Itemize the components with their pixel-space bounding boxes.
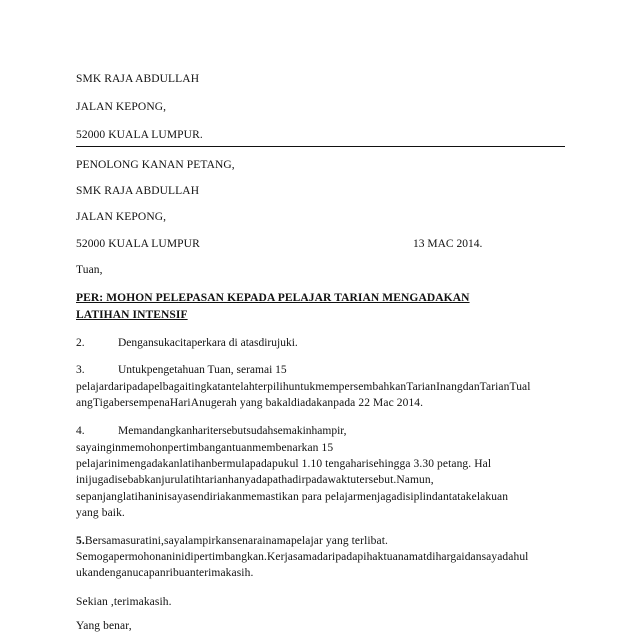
sender-city: 52000 KUALA LUMPUR. <box>76 129 203 141</box>
para2-number: 2. <box>76 337 85 349</box>
recipient-city: 52000 KUALA LUMPUR <box>76 238 200 250</box>
sender-street: JALAN KEPONG, <box>76 101 167 113</box>
para4-line-4: inijugadisebabkanjurulatihtarianhanyadapathadirpadawaktutersebut.Namun, <box>76 474 434 486</box>
para3-line-2: pelajardaripadapelbagaitingkatantelahterpilihuntukmempersembahkanTarianInangdanTarianTual <box>76 381 531 393</box>
para4-line-6: yang baik. <box>76 507 125 519</box>
para4-line-1: Memandangkanharitersebutsudahsemakinhampir, <box>118 425 347 437</box>
signoff: Yang benar, <box>76 620 132 632</box>
para5-line-3: ukandenganucapanribuanterimakasih. <box>76 567 254 579</box>
para4-line-3: pelajarinimengadakanlatihanbermulapadapukul 1.10 tengaharisehingga 3.30 petang. Hal <box>76 458 492 470</box>
header-divider <box>76 146 565 147</box>
para3-line-3: angTigabersempenaHariAnugerah yang bakaldiadakanpada 22 Mac 2014. <box>76 397 424 409</box>
recipient-street: JALAN KEPONG, <box>76 211 167 223</box>
subject-line-2: LATIHAN INTENSIF <box>76 309 188 321</box>
recipient-school: SMK RAJA ABDULLAH <box>76 185 200 197</box>
para5-line-2: Semogapermohonaninidipertimbangkan.Kerjasamadaripadapihaktuanamatdihargaidansayadahul <box>76 551 529 563</box>
para2-text: Dengansukacitaperkara di atasdirujuki. <box>118 337 298 349</box>
subject-line-1: PER: MOHON PELEPASAN KEPADA PELAJAR TARIAN MENGADAKAN <box>76 292 470 304</box>
letter-date: 13 MAC 2014. <box>413 238 483 250</box>
para3-line-1: Untukpengetahuan Tuan, seramai 15 <box>118 364 287 376</box>
para5-line-1 <box>76 535 388 547</box>
sender-school: SMK RAJA ABDULLAH <box>76 73 200 85</box>
para4-line-5: sepanjanglatihaninisayasendiriakanmemastikan para pelajarmenjagadisiplindantatakelakuan <box>76 491 509 503</box>
salutation: Tuan, <box>76 264 103 276</box>
para5-line-1-text: Bersamasuratini,sayalampirkansenarainamapelajar yang terlibat. <box>84 535 388 547</box>
para5-number: 5. <box>76 535 85 547</box>
para3-number: 3. <box>76 364 85 376</box>
closing: Sekian ,terimakasih. <box>76 596 172 608</box>
para4-number: 4. <box>76 425 85 437</box>
para4-line-2: sayainginmemohonpertimbangantuanmembenarkan 15 <box>76 442 334 454</box>
recipient-title: PENOLONG KANAN PETANG, <box>76 159 235 171</box>
